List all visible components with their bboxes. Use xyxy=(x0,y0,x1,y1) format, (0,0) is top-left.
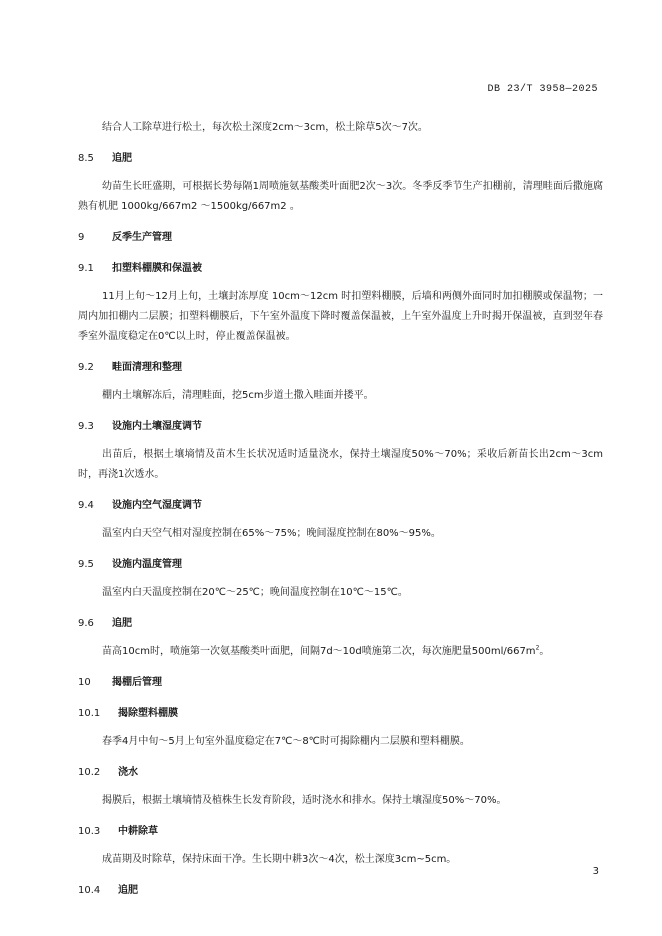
heading-9-3 xyxy=(78,417,603,437)
section-number: 10.4 xyxy=(78,885,101,896)
paragraph-10-1: 春季4月中旬～5月上旬室外温度稳定在7℃～8℃时可揭除棚内二层膜和塑料棚膜。 xyxy=(102,736,470,747)
section-number: 10.3 xyxy=(78,826,101,837)
paragraph-text: 苗高10cm时，喷施第一次氨基酸类叶面肥，间隔7d～10d喷施第二次，每次施肥量500ml/667m xyxy=(102,646,536,657)
heading-9 xyxy=(78,228,603,248)
section-title: 追肥 xyxy=(118,885,138,896)
section-title: 追肥 xyxy=(112,618,132,629)
section-number: 9.5 xyxy=(78,559,94,570)
section-title: 设施内空气湿度调节 xyxy=(112,500,202,511)
page-number: 3 xyxy=(592,866,599,877)
heading-9-2 xyxy=(78,358,603,378)
paragraph-intro: 结合人工除草进行松土，每次松土深度2cm～3cm，松土除草5次～7次。 xyxy=(102,122,428,133)
paragraph-9-5: 温室内白天温度控制在20℃～25℃；晚间温度控制在10℃～15℃。 xyxy=(102,587,408,598)
heading-9-1 xyxy=(78,259,603,279)
heading-10-1 xyxy=(78,704,603,724)
heading-10 xyxy=(78,673,603,693)
heading-8-5 xyxy=(78,149,603,169)
section-number: 10.2 xyxy=(78,767,101,778)
heading-9-5 xyxy=(78,555,603,575)
heading-10-4 xyxy=(78,881,603,901)
heading-10-2 xyxy=(78,763,603,783)
paragraph-10-3: 成苗期及时除草，保持床面干净。生长期中耕3次～4次，松土深度3cm~5cm。 xyxy=(102,854,457,865)
section-title: 反季生产管理 xyxy=(112,232,172,243)
section-title: 设施内温度管理 xyxy=(112,559,182,570)
section-number: 9.3 xyxy=(78,421,94,432)
section-number: 9.1 xyxy=(78,263,94,274)
heading-9-4 xyxy=(78,496,603,516)
paragraph-9-4: 温室内白天空气相对湿度控制在65%～75%；晚间湿度控制在80%～95%。 xyxy=(102,528,441,539)
section-title: 畦面清理和整理 xyxy=(112,362,182,373)
document-body xyxy=(78,118,603,901)
paragraph-end: 。 xyxy=(539,646,550,657)
section-title: 扣塑料棚膜和保温被 xyxy=(112,263,202,274)
section-number: 9.6 xyxy=(78,618,94,629)
paragraph-9-2: 棚内土壤解冻后，清理畦面，挖5cm步道土撒入畦面并搂平。 xyxy=(102,390,374,401)
section-title: 揭棚后管理 xyxy=(112,677,162,688)
paragraph-9-6 xyxy=(78,642,603,662)
document-code: DB 23/T 3958—2025 xyxy=(487,84,598,95)
paragraph-9-1: 11月上旬～12月上旬，土壤封冻厚度 10cm～12cm 时扣塑料棚膜，后墙和两侧外面同时加扣棚膜或保温物；一周内加扣棚内二层膜；扣塑料棚膜后，下午室外温度下降时覆盖保温被，上午室外温度上升时揭开保温被，直到翌年春季室外温度稳定在0℃以上时，停止覆盖保温被。 xyxy=(78,291,603,342)
heading-10-3 xyxy=(78,822,603,842)
paragraph-9-3: 出苗后，根据土壤墒情及苗木生长状况适时适量浇水，保持土壤湿度50%～70%；采收后新苗长出2cm～3cm时，再浇1次透水。 xyxy=(78,449,603,480)
section-title: 设施内土壤湿度调节 xyxy=(112,421,202,432)
section-number: 8.5 xyxy=(78,153,94,164)
section-title: 浇水 xyxy=(118,767,138,778)
paragraph-10-2: 揭膜后，根据土壤墒情及植株生长发育阶段，适时浇水和排水。保持土壤湿度50%～70%。 xyxy=(102,795,507,806)
section-number: 10.1 xyxy=(78,708,101,719)
section-number: 9 xyxy=(78,232,85,243)
section-number: 10 xyxy=(78,677,91,688)
heading-9-6 xyxy=(78,614,603,634)
section-title: 追肥 xyxy=(112,153,132,164)
section-title: 中耕除草 xyxy=(118,826,158,837)
superscript: 2 xyxy=(535,644,540,652)
paragraph-8-5: 幼苗生长旺盛期，可根据长势每隔1周喷施氨基酸类叶面肥2次～3次。冬季反季节生产扣棚前，清理畦面后撒施腐熟有机肥 1000kg/667m2 ～1500kg/667m2 。 xyxy=(78,181,603,212)
section-number: 9.2 xyxy=(78,362,94,373)
section-number: 9.4 xyxy=(78,500,94,511)
section-title: 揭除塑料棚膜 xyxy=(118,708,178,719)
